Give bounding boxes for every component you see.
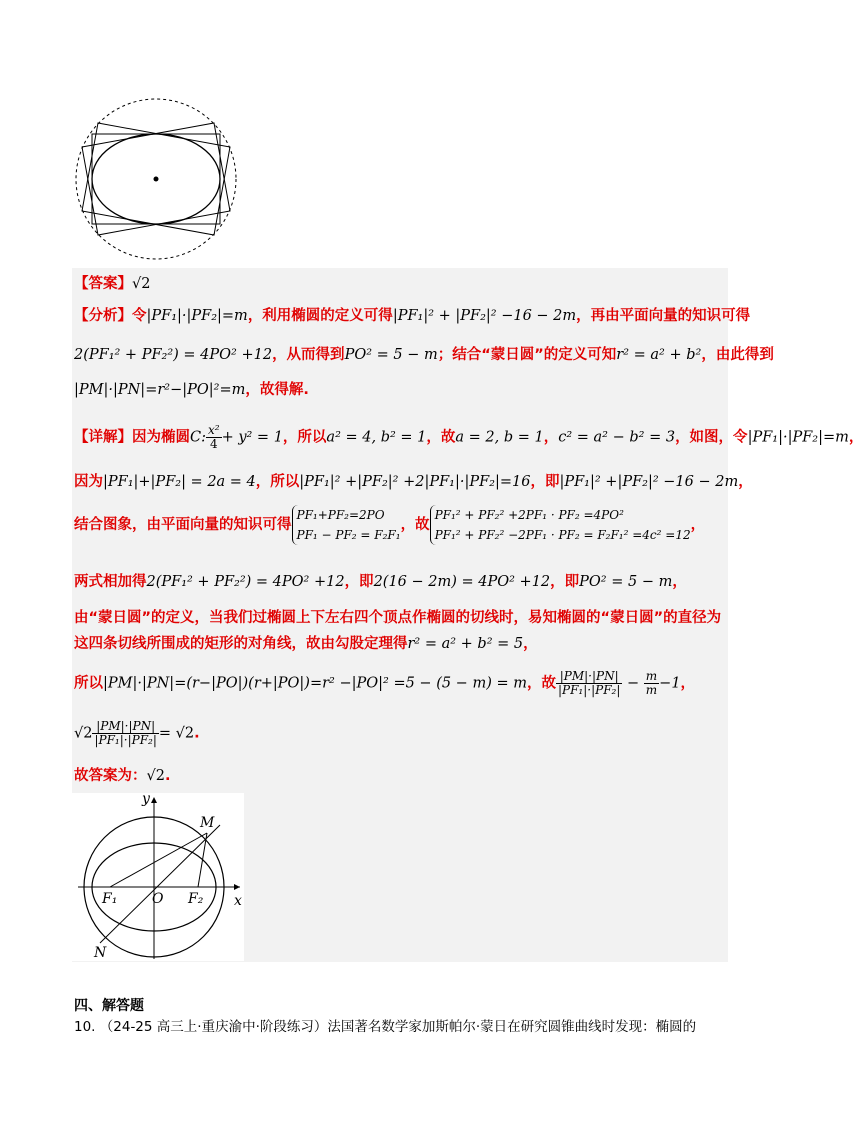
final-answer-line: 故答案为：√2. <box>74 768 171 784</box>
detail-line-6: 这四条切线所围成的矩形的对角线，故由勾股定理得r² = a² + b² = 5， <box>74 636 538 652</box>
coordinate-figure <box>72 793 244 961</box>
analysis-line-2: 2(PF₁² + PF₂²) = 4PO² +12，从而得到PO² = 5 − m；结合“蒙日圆”的定义可知r² = a² + b²，由此得到 <box>74 347 774 363</box>
detail-line-2: 因为|PF₁|+|PF₂| = 2a = 4，所以|PF₁|² +|PF₂|² +2|PF₁|·|PF₂|=16，即|PF₁|² +|PF₂|² −16 − 2m， <box>74 474 753 490</box>
point-m-label: M <box>200 815 215 831</box>
section-heading: 四、解答题 <box>74 998 144 1014</box>
detail-line-7: 所以|PM|·|PN|=(r−|PO|)(r+|PO|)=r² −|PO|² =5 − (5 − m) = m，故 $\frac{|PM|\cdot|PN|}{\text{|PF₁|·|PF₂|}}$ − $\frac{m}{m}$ −1， <box>74 669 696 697</box>
point-n-label: N <box>94 945 107 961</box>
detail-line-5: 由“蒙日圆”的定义，当我们过椭圆上下左右四个顶点作椭圆的切线时，易知椭圆的“蒙日圆”的直径为 <box>74 610 722 626</box>
detail-line-3: 结合图象，由平面向量的知识可得 PF₁+PF₂=2PO PF₁ − PF₂ = F₂F₁ ，故 PF₁² + PF₂² +2PF₁ · PF₂ =4PO² PF₁² + PF₂² −2PF₁ · PF₂ = F₂F₁² =4c² =12 ， <box>74 505 705 545</box>
y-axis-label: y <box>142 791 150 807</box>
origin-label: O <box>152 891 164 907</box>
detail-line-1: 【详解】因为椭圆C: $\frac{\text{x²}}{4}$ + y² = 1，所以a² = 4, b² = 1，故a = 2, b = 1，c² = a² − b² = 3，如图，令|PF₁|·|PF₂|=m， <box>74 423 863 451</box>
question-10: 10. （24-25 高三上·重庆渝中·阶段练习）法国著名数学家加斯帕尔·蒙日在研究圆锥曲线时发现：椭圆的 <box>74 1019 697 1035</box>
analysis-line-1: 【分析】令|PF₁|·|PF₂|=m，利用椭圆的定义可得|PF₁|² + |PF₂|² −16 − 2m，再由平面向量的知识可得 <box>74 308 751 324</box>
x-axis-label: x <box>234 893 242 909</box>
focus-f2-label: F₂ <box>188 891 204 907</box>
detail-line-8: √2 $\frac{|PM|\cdot|PN|}{\text{|PF₁|·|PF₂|}}$ = √2. <box>74 719 200 747</box>
monge-circle-figure <box>72 95 240 263</box>
analysis-line-3: |PM|·|PN|=r²−|PO|²=m，故得解. <box>74 382 309 398</box>
detail-line-4: 两式相加得2(PF₁² + PF₂²) = 4PO² +12，即2(16 − 2m) = 4PO² +12，即PO² = 5 − m， <box>74 574 687 590</box>
answer-line: 【答案】√2 <box>74 276 151 292</box>
focus-f1-label: F₁ <box>102 891 118 907</box>
